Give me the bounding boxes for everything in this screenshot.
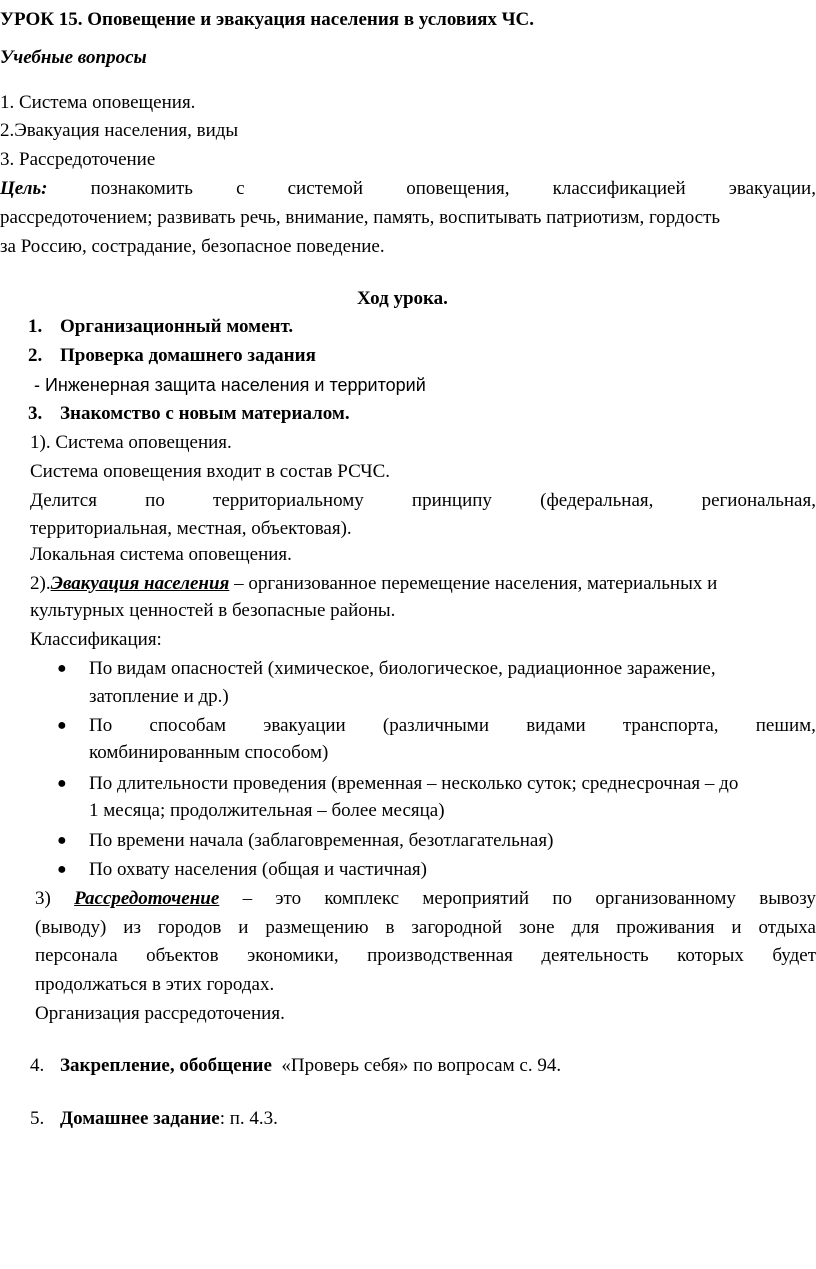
word: которых xyxy=(677,945,744,966)
word: (выводу) xyxy=(35,917,107,938)
step-2-text: Проверка домашнего задания xyxy=(60,345,316,366)
step-5-num: 5. xyxy=(30,1108,45,1129)
word: принципу xyxy=(411,490,492,511)
lesson-title: УРОК 15. Оповещение и эвакуация населения в условиях ЧС. xyxy=(0,9,535,30)
word: По xyxy=(89,715,113,736)
word: транспорта, xyxy=(622,715,719,736)
word: пешим, xyxy=(755,715,816,736)
word: способам xyxy=(149,715,227,736)
section-3-prefix: 3) xyxy=(35,888,51,909)
evacuation-term: Эвакуация населения xyxy=(50,573,230,594)
bullet-4: По времени начала (заблаговременная, безотлагательная) xyxy=(89,830,554,851)
section-3-line-2 xyxy=(35,915,816,941)
step-2-num: 2. xyxy=(28,345,43,366)
goal-word: классификацией xyxy=(552,178,686,199)
word: организованному xyxy=(595,888,736,909)
step-4-line xyxy=(60,1053,561,1079)
word: в xyxy=(385,917,395,938)
step-5-line xyxy=(60,1106,278,1132)
word: и xyxy=(238,917,249,938)
word: производственная xyxy=(367,945,513,966)
word: загородной xyxy=(411,917,503,938)
step-4-bold: Закрепление, обобщение xyxy=(60,1055,272,1076)
word: мероприятий xyxy=(422,888,530,909)
question-2: 2.Эвакуация населения, виды xyxy=(0,120,239,141)
bullet-5: По охвату населения (общая и частичная) xyxy=(89,859,427,880)
step-3-text: Знакомство с новым материалом. xyxy=(60,403,350,424)
step-5-rest: : п. 4.3. xyxy=(219,1108,278,1129)
section-1-line-3: территориальная, местная, объектовая). xyxy=(30,518,352,539)
section-1-line-1: Система оповещения входит в состав РСЧС. xyxy=(30,461,391,482)
goal-line-2: рассредоточением; развивать речь, внимание, память, воспитывать патриотизм, гордость xyxy=(0,207,721,228)
word: – xyxy=(242,888,253,909)
homework-topic: - Инженерная защита населения и территорий xyxy=(34,375,426,395)
step-4-rest: «Проверь себя» по вопросам с. 94. xyxy=(281,1055,562,1076)
goal-word: с xyxy=(236,178,245,199)
question-1: 1. Система оповещения. xyxy=(0,92,196,113)
goal-word: эвакуации, xyxy=(728,178,816,199)
goal-line-1 xyxy=(0,176,816,202)
section-1-line-4: Локальная система оповещения. xyxy=(30,544,292,565)
section-3-line-1 xyxy=(35,886,816,912)
step-1-text: Организационный момент. xyxy=(60,316,294,337)
section-2-prefix: 2). xyxy=(30,573,51,594)
word: отдыха xyxy=(758,917,816,938)
goal-label: Цель: xyxy=(0,178,48,199)
word: видами xyxy=(526,715,586,736)
word: Делится xyxy=(30,490,97,511)
bullet-2-line-1 xyxy=(89,713,816,739)
word: городов xyxy=(157,917,222,938)
word: вывозу xyxy=(759,888,816,909)
section-3-line-3 xyxy=(35,943,816,969)
questions-heading: Учебные вопросы xyxy=(0,47,147,68)
section-3-line-5: Организация рассредоточения. xyxy=(35,1003,285,1024)
evacuation-definition: – организованное перемещение населения, материальных и xyxy=(229,573,718,594)
bullet-1-line-2: затопление и др.) xyxy=(89,686,229,707)
question-3: 3. Рассредоточение xyxy=(0,149,156,170)
word: по xyxy=(552,888,573,909)
goal-word: оповещения, xyxy=(406,178,510,199)
goal-word: познакомить xyxy=(90,178,193,199)
bullet-icon: ● xyxy=(57,861,67,878)
word: экономики, xyxy=(247,945,339,966)
step-3-num: 3. xyxy=(28,403,43,424)
word: (федеральная, xyxy=(540,490,654,511)
word: из xyxy=(123,917,141,938)
section-3-line-4: продолжаться в этих городах. xyxy=(35,974,275,995)
word: проживания xyxy=(616,917,715,938)
step-1-num: 1. xyxy=(28,316,43,337)
step-4-num: 4. xyxy=(30,1055,45,1076)
word: и xyxy=(731,917,742,938)
word: для xyxy=(571,917,600,938)
dispersal-term: Рассредоточение xyxy=(74,888,220,909)
bullet-icon: ● xyxy=(57,717,67,734)
word: (различными xyxy=(382,715,490,736)
classification-label: Классификация: xyxy=(30,629,162,650)
section-1-line-2 xyxy=(30,488,816,514)
word: зоне xyxy=(519,917,555,938)
word: размещению xyxy=(265,917,369,938)
section-1-title: 1). Система оповещения. xyxy=(30,432,232,453)
bullet-3-line-2: 1 месяца; продолжительная – более месяца) xyxy=(89,800,445,821)
word: эвакуации xyxy=(263,715,346,736)
goal-line-3: за Россию, сострадание, безопасное поведение. xyxy=(0,236,385,257)
bullet-1-line-1: По видам опасностей (химическое, биологическое, радиационное заражение, xyxy=(89,658,716,679)
progress-heading: Ход урока. xyxy=(357,288,448,309)
goal-word: системой xyxy=(287,178,364,199)
word: персонала xyxy=(35,945,118,966)
word: комплекс xyxy=(324,888,400,909)
word: по xyxy=(145,490,165,511)
word: региональная, xyxy=(701,490,816,511)
section-2-line-1 xyxy=(30,571,717,597)
word: будет xyxy=(772,945,816,966)
word: это xyxy=(275,888,302,909)
section-2-line-2: культурных ценностей в безопасные районы. xyxy=(30,600,396,621)
word: объектов xyxy=(146,945,219,966)
bullet-3-line-1: По длительности проведения (временная – несколько суток; среднесрочная – до xyxy=(89,773,739,794)
bullet-icon: ● xyxy=(57,775,67,792)
step-5-bold: Домашнее задание xyxy=(60,1108,220,1129)
bullet-icon: ● xyxy=(57,832,67,849)
bullet-icon: ● xyxy=(57,660,67,677)
word: территориальному xyxy=(213,490,364,511)
bullet-2-line-2: комбинированным способом) xyxy=(89,742,329,763)
word: деятельность xyxy=(541,945,649,966)
